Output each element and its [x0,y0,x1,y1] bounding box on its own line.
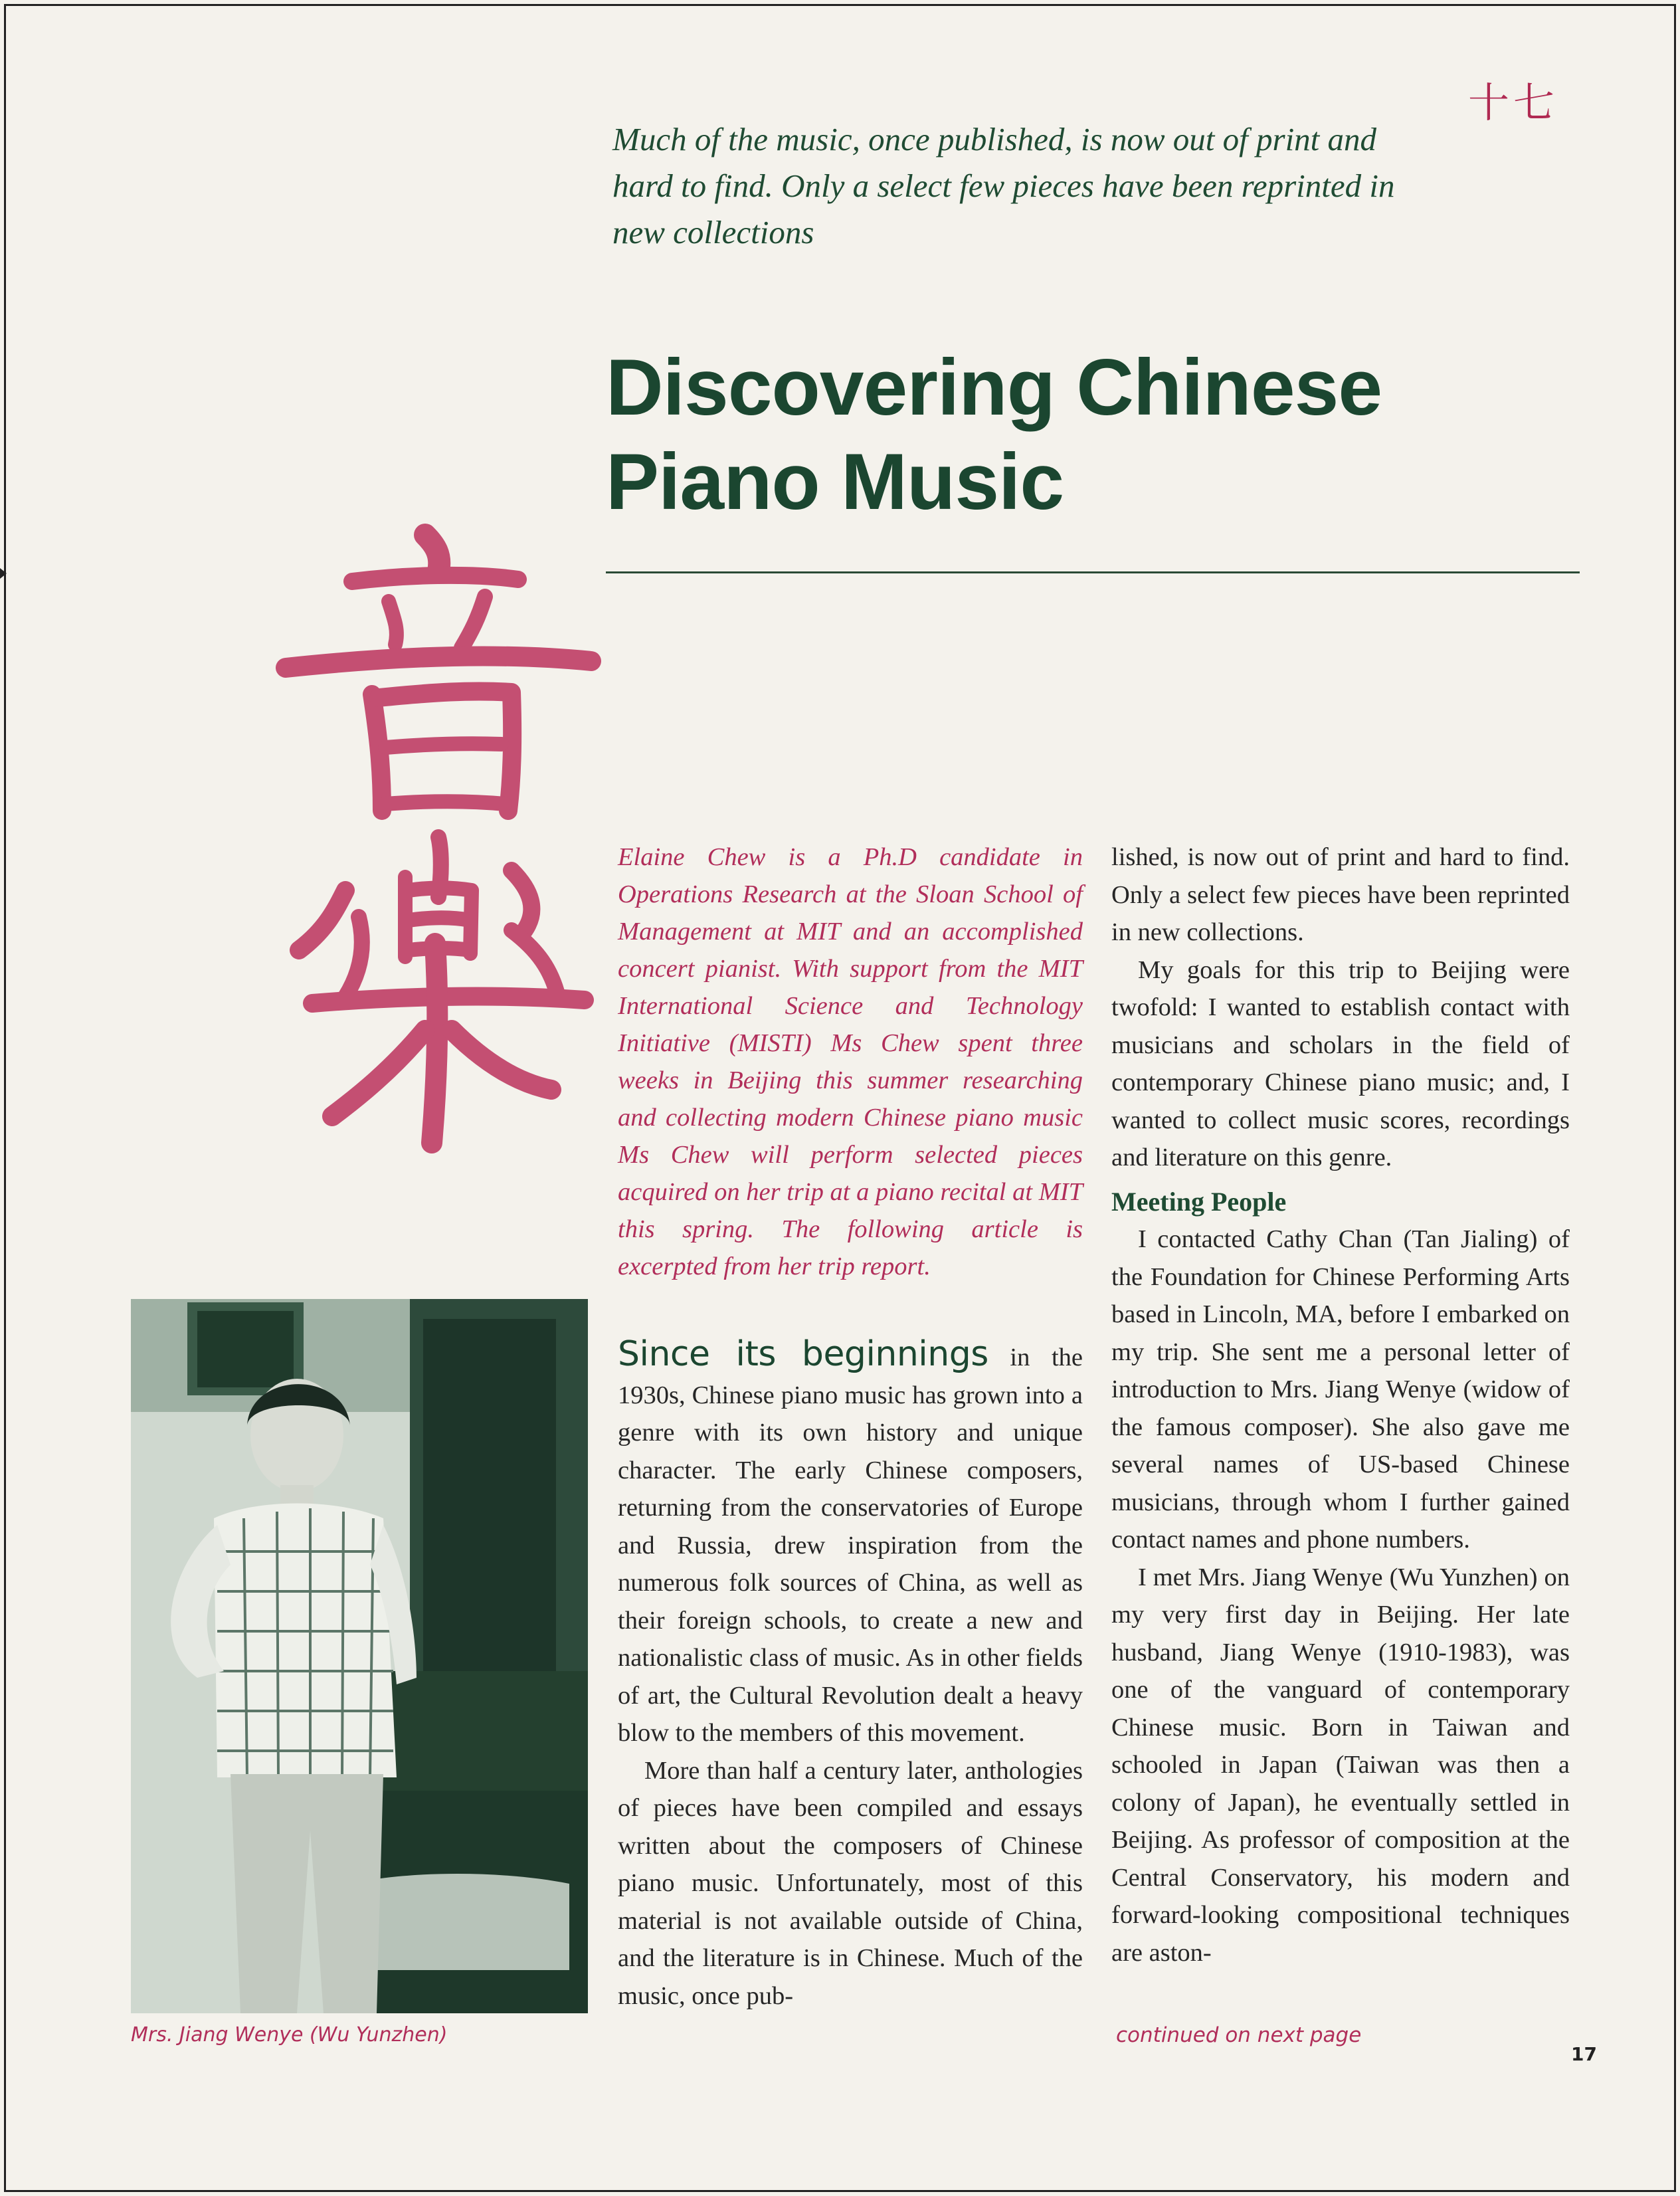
title-line-1: Discovering Chinese [606,343,1382,432]
portrait-photo-image [131,1299,588,2013]
body-column-right [1111,839,1570,1971]
continued-link[interactable]: continued on next page [1116,2023,1362,2047]
page-number: 17 [1571,2043,1597,2065]
paragraph-contacts: I contacted Cathy Chan (Tan Jialing) of the Foundation for Chinese Performing Arts based in Lincoln, MA, before I embarked on my trip. She sent me a personal letter of introduction to Mrs. Jiang Wenye (widow of the famous composer). She also gave me several names of US-based Chinese musicians, through whom I further gained contact names and phone numbers. [1111,1225,1570,1553]
calligraphy-music-characters [272,518,605,1183]
paragraph-anthologies-continued: lished, is now out of print and hard to find. Only a select few pieces have been reprinted in new collections. [1111,843,1570,946]
paragraph-goals: My goals for this trip to Beijing were twofold: I wanted to establish contact with musicians and scholars in the field of contemporary Chinese piano music; and, I wanted to collect music scores, recordings and literature on this genre. [1111,955,1570,1171]
body-column-left [618,1336,1083,2015]
chinese-page-number: 十七 [1468,78,1559,127]
binding-mark [0,568,7,579]
pull-quote: Much of the music, once published, is now out of print and hard to find. Only a select few pieces have been reprinted in new collections [612,121,1395,250]
paragraph-meeting: I met Mrs. Jiang Wenye (Wu Yunzhen) on my very first day in Beijing. Her late husband, Jiang Wenye (1910-1983), was one of the vanguard of contemporary Chinese music. Born in Taiwan and schooled in Japan (Taiwan was then a colony of Japan), he eventually settled in Beijing. As professor of composition at the Central Conservatory, his modern and forward-looking compositional techniques are aston- [1111,1563,1570,1967]
lead-in-heading: Since its beginnings [618,1334,988,1374]
author-bio: Elaine Chew is a Ph.D candidate in Operations Research at the Sloan School of Management at MIT and an accomplished concert pianist. With support from the MIT International Science and Technology Initiative (MISTI) Ms Chew spent three weeks in Beijing this summer researching and collecting modern Chinese piano music Ms Chew will perform selected pieces acquired on her trip at a piano recital at MIT this spring. The following article is excerpted from her trip report. [618,843,1083,1280]
section-heading: Meeting People [1111,1186,1287,1217]
title-line-2: Piano Music [606,437,1064,526]
paragraph-anthologies: More than half a century later, anthologies of pieces have been compiled and essays written about the composers of Chinese piano music. Unfortunately, most of this material is not available outside of China, and the literature is in Chinese. Much of the music, once pub- [618,1756,1083,2010]
article-title [606,340,1569,529]
title-divider [606,571,1580,573]
paragraph-intro-text: in the 1930s, Chinese piano music has grown into a genre with its own history and unique character. The early Chinese composers, returning from the conservatories of Europe and Russia, drew inspiration from the numerous folk sources of China, as well as their foreign schools, to create a new and nationalistic class of music. As in other fields of art, the Cultural Revolution dealt a heavy blow to the members of this movement. [618,1344,1083,1747]
paragraph-intro [618,1336,1083,1752]
calligraphy-brush-strokes [272,518,605,1183]
portrait-photo [131,1299,588,2013]
photo-caption: Mrs. Jiang Wenye (Wu Yunzhen) [131,2023,448,2046]
